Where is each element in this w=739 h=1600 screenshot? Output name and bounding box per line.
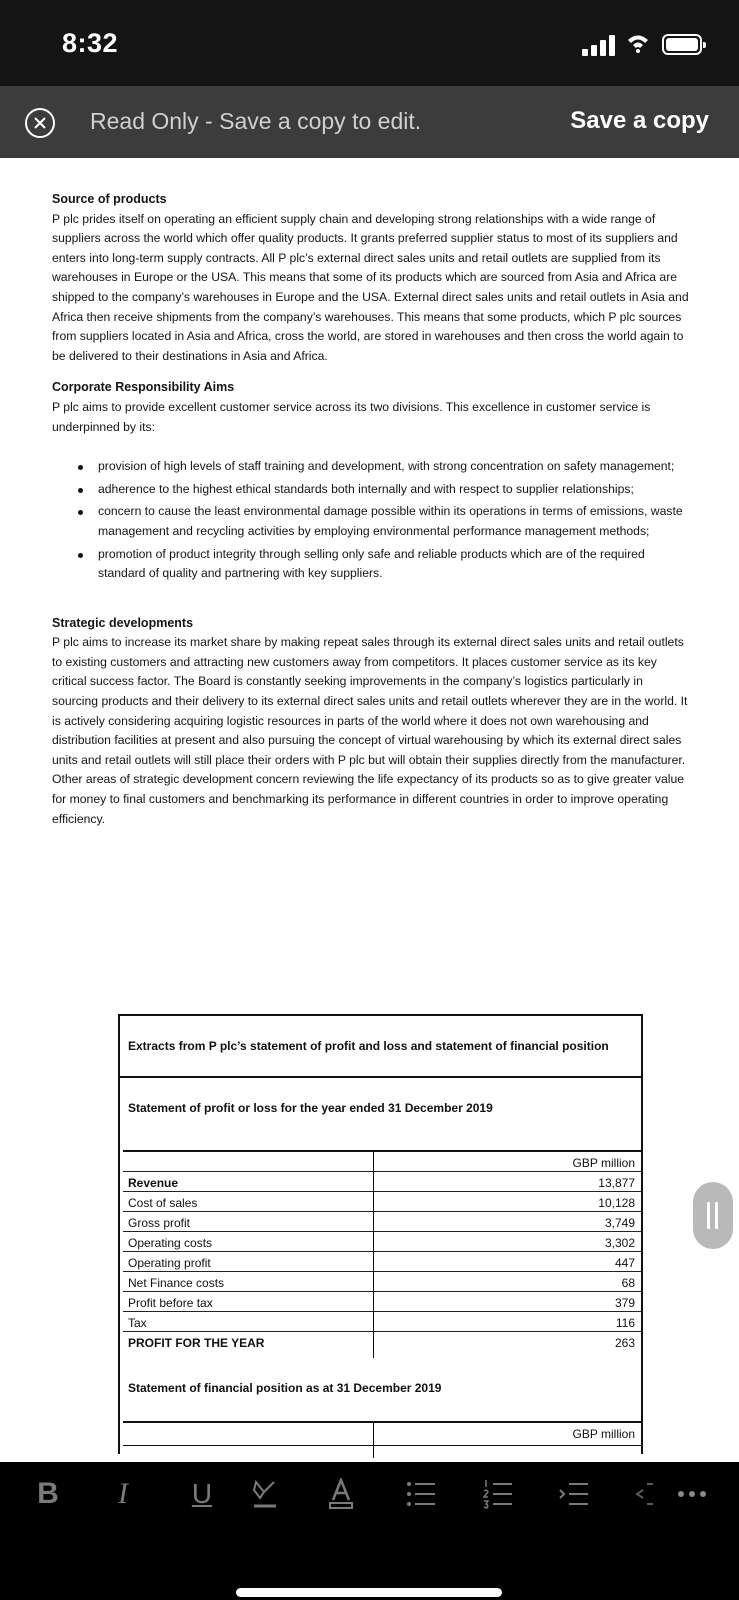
table-row: Operating costs 3,302 xyxy=(123,1232,641,1252)
battery-icon xyxy=(662,34,702,55)
table-row: Tax 116 xyxy=(123,1312,641,1332)
section-strategic-developments xyxy=(52,614,692,830)
readonly-message: Read Only - Save a copy to edit. xyxy=(90,108,422,134)
table-title: Extracts from P plc’s statement of profit and loss and statement of financial position xyxy=(120,1016,641,1078)
font-color-icon[interactable] xyxy=(326,1476,356,1512)
list-item: provision of high levels of staff training and development, with strong concentration on safety management; xyxy=(78,457,692,477)
close-icon[interactable] xyxy=(25,108,55,138)
indent-icon[interactable] xyxy=(558,1476,590,1512)
table-row: Profit before tax 379 xyxy=(123,1292,641,1312)
save-copy-button[interactable]: Save a copy xyxy=(570,107,709,134)
financial-position-grid xyxy=(123,1421,641,1456)
section-heading: Source of products xyxy=(52,192,167,206)
document-body xyxy=(52,190,692,829)
profit-loss-heading: Statement of profit or loss for the year ended 31 December 2019 xyxy=(128,1101,493,1115)
outdent-icon[interactable] xyxy=(632,1476,654,1512)
section-heading: Strategic developments xyxy=(52,615,194,630)
section-corporate-responsibility xyxy=(52,378,692,583)
section-source-of-products xyxy=(52,190,692,366)
financial-position-heading: Statement of financial position as at 31 December 2019 xyxy=(128,1381,442,1395)
underline-button[interactable]: U xyxy=(191,1478,213,1509)
bullet-list xyxy=(78,457,692,584)
list-item: concern to cause the least environmental damage possible within its operations in terms of emissions, waste management and recycling activities by employing environmental performance management methods; xyxy=(78,502,692,541)
formatting-toolbar xyxy=(0,1462,739,1600)
section-paragraph: P plc aims to increase its market share by making repeat sales through its external direct sales units and retail outlets to existing customers and attracting new customers away from competitors. It places customer service as its key critical success factor. The Board is constantly seeking improvements in the company’s logistics particularly in sourcing products and their delivery to its external direct sales units and retail outlets wherever they are in the world. It is actively considering acquiring logistic resources in parts of the world where it does not own warehousing and distribution facilities at present and also pursuing the concept of virtual warehousing by which its external direct sales units and retail outlets will still place their orders with P plc but will obtain their supplies directly from the manufacturer. Other areas of strategic development concern reviewing the life expectancy of its products so as to give greater value for money to final customers and benchmarking its performance in different countries in order to improve operating efficiency. xyxy=(52,635,688,826)
numbered-list-icon[interactable] xyxy=(482,1476,514,1512)
table-row: Gross profit 3,749 xyxy=(123,1212,641,1232)
section-paragraph: P plc prides itself on operating an efficient supply chain and developing strong relationships with a wide range of suppliers across the world which offer quality products. It grants preferred supplier status to most of its suppliers and enters into long-term supply contracts. All P plc’s external direct sales units and retail outlets are supplied from its warehouses in Europe or the USA. This means that some of its products which are sourced from Asia and Africa are shipped to the company’s warehouses in Europe and the USA. External direct sales units and retail outlets in Asia and Africa then receive shipments from the company’s warehouses. This means that some products, which P plc sources from suppliers located in Asia and Africa, cross the world, are stored in warehouses and then cross the world again to be delivered to their destinations in Asia and Africa. xyxy=(52,211,689,363)
table-row: Net Finance costs 68 xyxy=(123,1272,641,1292)
profit-loss-grid xyxy=(123,1150,641,1356)
currency-label: GBP million xyxy=(572,1156,635,1170)
highlight-icon[interactable] xyxy=(248,1476,282,1512)
italic-button[interactable]: I xyxy=(118,1477,128,1510)
cellular-signal-icon xyxy=(582,34,616,56)
readonly-banner xyxy=(0,86,739,158)
more-options-icon[interactable] xyxy=(672,1476,712,1512)
list-item: adherence to the highest ethical standards both internally and with respect to supplier relationships; xyxy=(78,480,692,500)
home-indicator[interactable] xyxy=(236,1588,502,1597)
financial-extract-table xyxy=(118,1014,643,1454)
list-item: promotion of product integrity through selling only safe and reliable products which are of the required standard of quality and partnering with key suppliers. xyxy=(78,545,692,584)
bold-button[interactable]: B xyxy=(37,1477,59,1510)
status-bar xyxy=(0,0,739,86)
table-row: Cost of sales 10,128 xyxy=(123,1192,641,1212)
table-row: Revenue 13,877 xyxy=(123,1172,641,1192)
status-time: 8:32 xyxy=(62,28,119,58)
table-row: Operating profit 447 xyxy=(123,1252,641,1272)
currency-label: GBP million xyxy=(572,1427,635,1441)
section-heading: Corporate Responsibility Aims xyxy=(52,380,235,395)
section-paragraph: P plc aims to provide excellent customer service across its two divisions. This excellence in customer service is underpinned by its: xyxy=(52,399,651,434)
bullet-list-icon[interactable] xyxy=(405,1476,437,1512)
wifi-icon xyxy=(627,32,649,54)
scrollbar-handle[interactable] xyxy=(693,1182,733,1249)
table-header-row xyxy=(123,1152,641,1172)
table-row: PROFIT FOR THE YEAR 263 xyxy=(128,1336,635,1350)
